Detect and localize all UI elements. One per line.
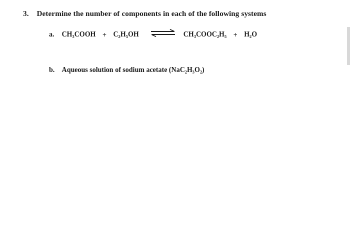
reactant-acetic-acid: CH₃COOH	[61, 30, 96, 39]
reactant-ethanol: C₂H₅OH	[113, 30, 139, 39]
item-b-description: Aqueous solution of sodium acetate (NaC₂H₃O₂)	[61, 66, 205, 74]
item-b-text	[49, 66, 204, 74]
item-a-label: a.	[49, 30, 55, 39]
question-number: 3.	[23, 9, 29, 18]
product-water: H₂O	[244, 30, 258, 39]
item-a-reaction	[49, 30, 257, 40]
product-ethyl-acetate: CH₃COOC₂H₅	[183, 30, 227, 39]
question-heading	[23, 9, 266, 18]
question-text: Determine the number of components in each of the following systems	[36, 9, 267, 18]
equilibrium-arrows-icon	[150, 29, 176, 39]
item-b-label: b.	[49, 66, 55, 74]
plus-sign: +	[233, 30, 238, 39]
plus-sign: +	[102, 30, 107, 39]
